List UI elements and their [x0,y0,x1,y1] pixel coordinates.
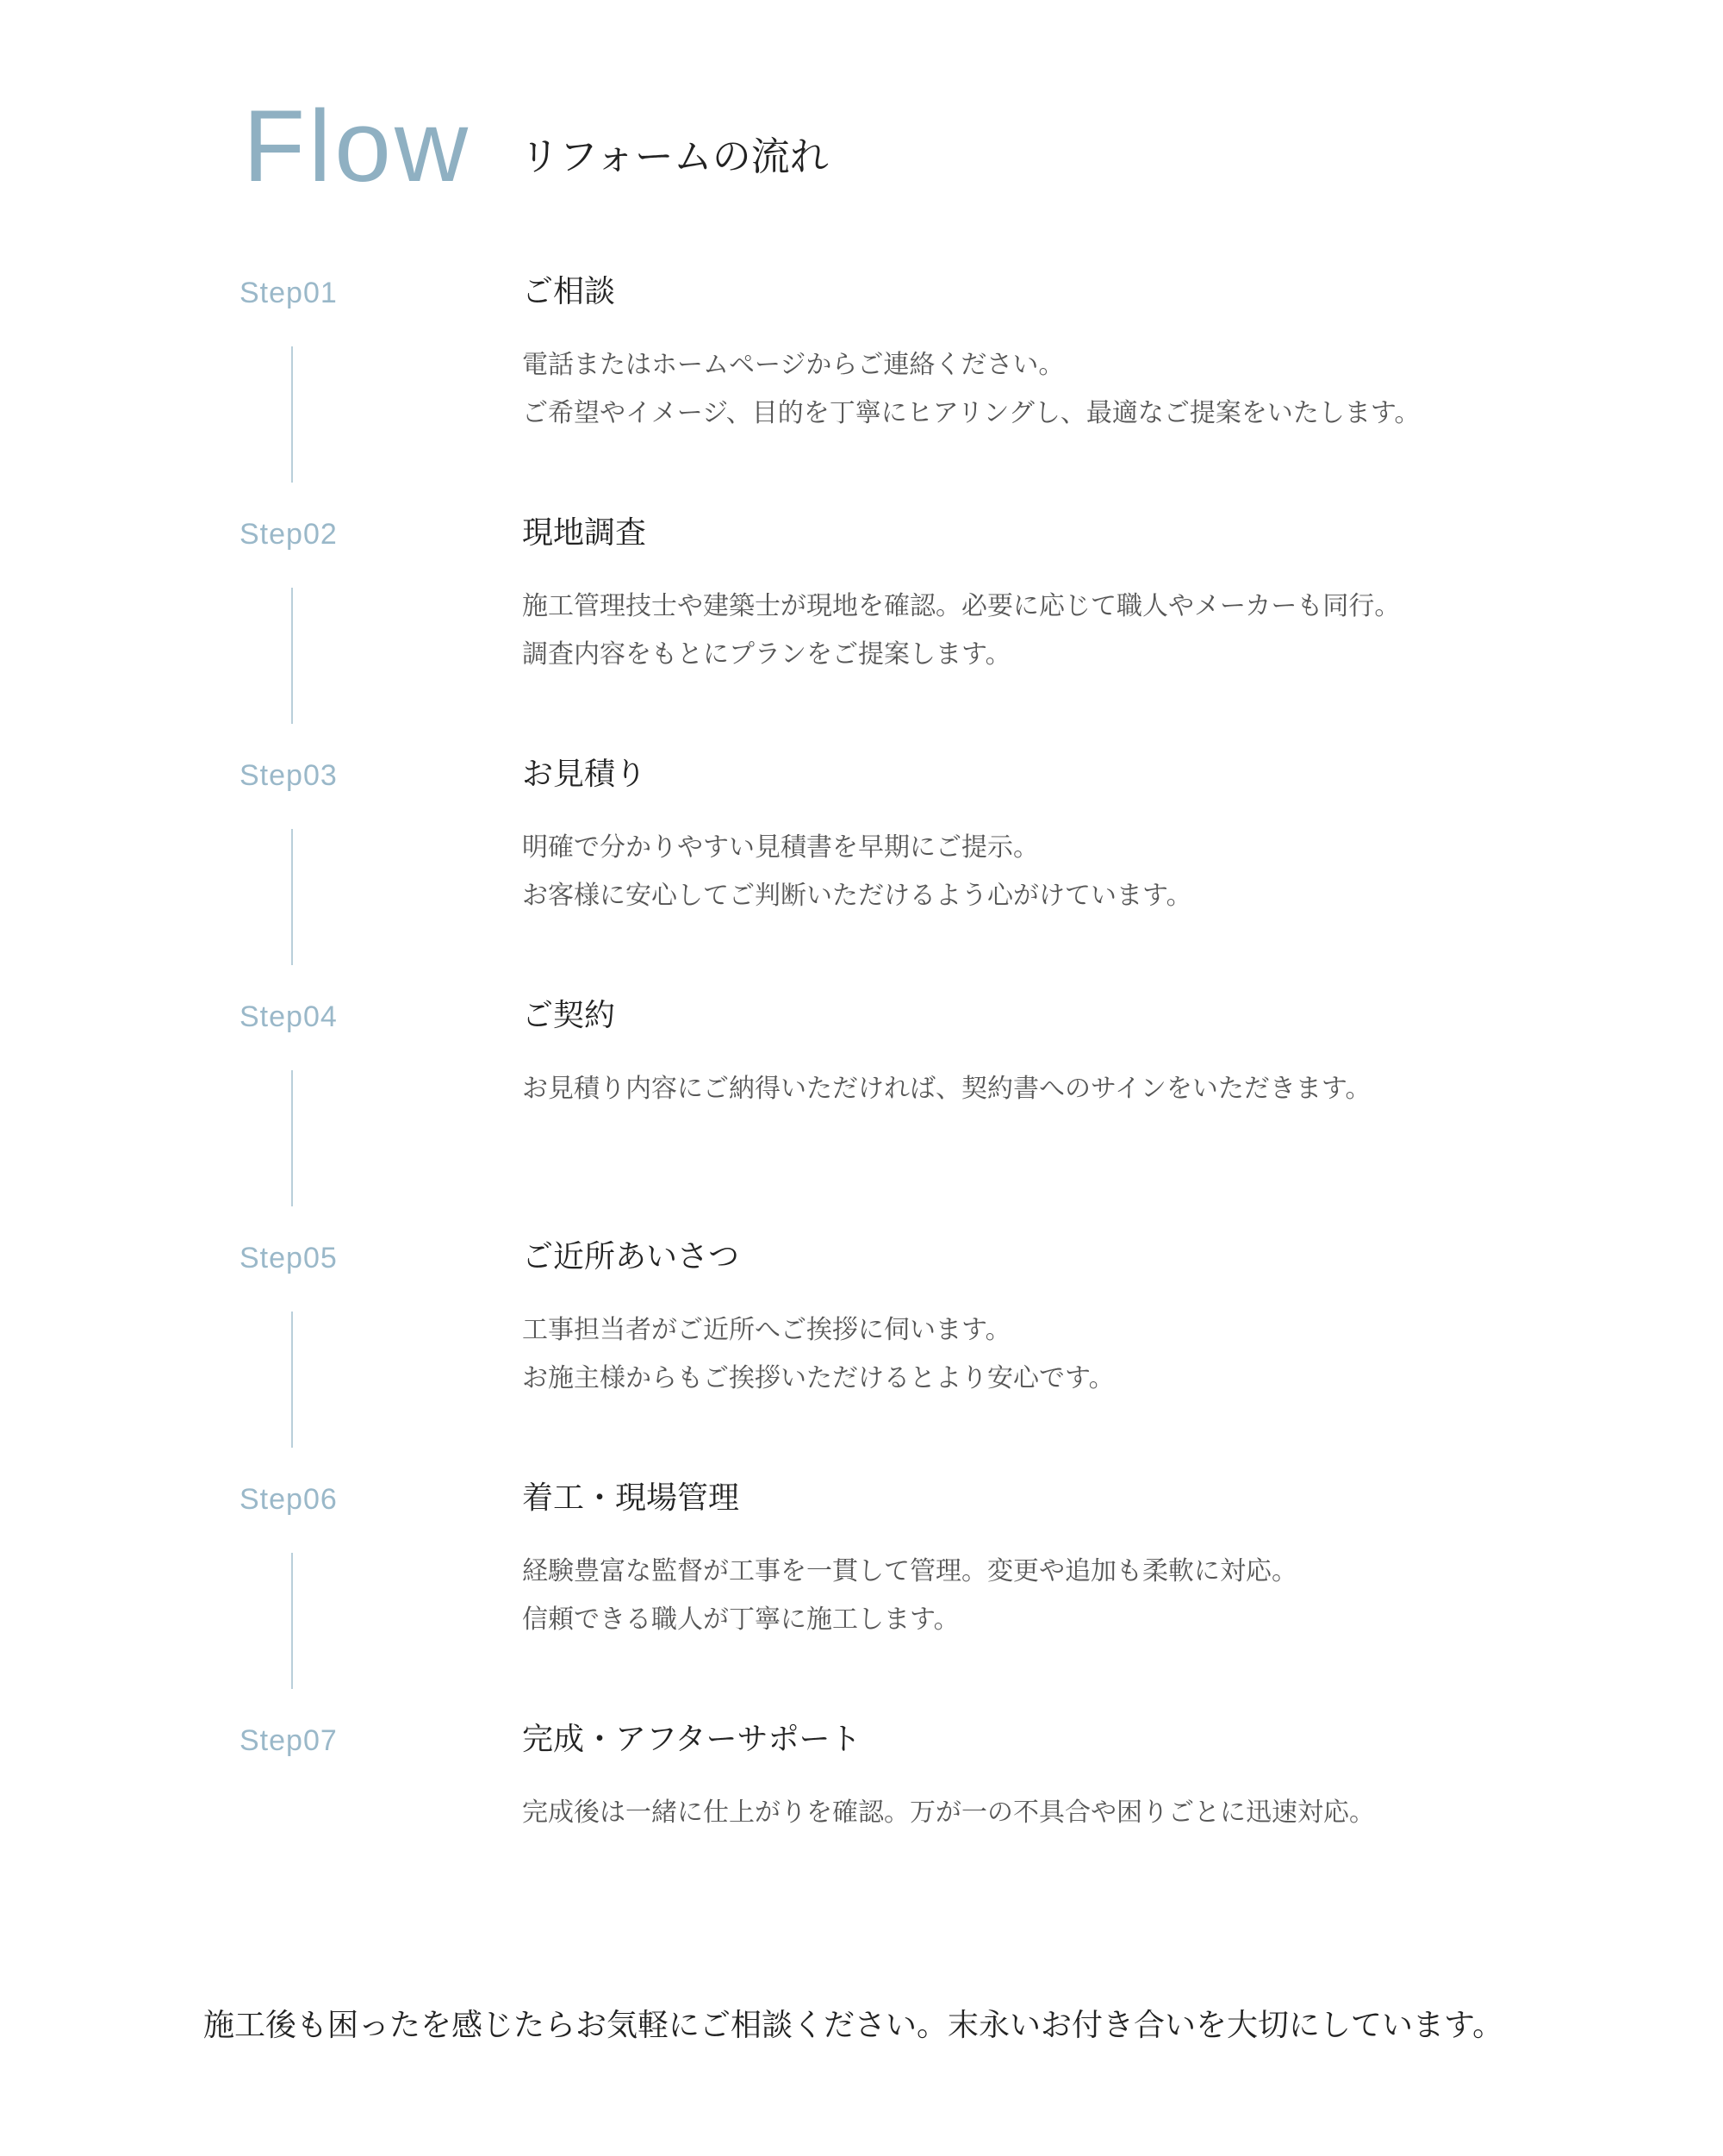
step-title: ご近所あいさつ [522,1239,740,1274]
step-title: 着工・現場管理 [522,1480,740,1516]
step-description-line: 完成後は一緒に仕上がりを確認。万が一の不具合や困りごとに迅速対応。 [522,1798,1375,1828]
step-item [0,991,1723,1232]
step-description [522,583,1556,679]
step-description-line: 明確で分かりやすい見積書を早期にご提示。 [522,832,1039,863]
step-item [0,1232,1723,1474]
step-description [522,1065,1556,1113]
step-label: Step02 [239,518,338,551]
step-connector-line [291,1312,293,1448]
step-title: お見積り [522,757,647,792]
step-description [522,1548,1556,1644]
step-connector-line [291,829,293,965]
step-connector-line [291,588,293,724]
step-description-line: ご希望やイメージ、目的を丁寧にヒアリングし、最適なご提案をいたします。 [522,398,1421,428]
step-description-line: お客様に安心してご判断いただけるよう心がけています。 [522,881,1192,911]
step-item [0,1715,1723,1956]
step-description-line: 信頼できる職人が丁寧に施工します。 [522,1605,960,1635]
step-connector-line [291,1553,293,1689]
step-description-line: 工事担当者がご近所へご挨拶に伺います。 [522,1315,1011,1345]
step-description-line: お施主様からもご挨拶いただけるとより安心です。 [522,1363,1115,1393]
heading-japanese: リフォームの流れ [520,134,829,179]
step-description-line: 電話またはホームページからご連絡ください。 [522,350,1065,380]
step-title: ご契約 [522,998,616,1033]
step-description-line: お見積り内容にご納得いただければ、契約書へのサインをいただきます。 [522,1074,1372,1104]
step-description [522,1789,1556,1837]
step-description [522,824,1556,920]
footer-note: 施工後も困ったを感じたらお気軽にご相談ください。末永いお付き合いを大切にしています。 [203,2008,1504,2043]
step-title: 現地調査 [522,515,647,551]
step-label: Step04 [239,1000,338,1033]
step-label: Step03 [239,759,338,792]
step-connector-line [291,346,293,483]
step-label: Step05 [239,1242,338,1274]
step-title: ご相談 [522,274,616,309]
step-label: Step07 [239,1724,338,1757]
step-description-line: 調査内容をもとにプランをご提案します。 [522,639,1011,670]
step-item [0,508,1723,750]
step-item [0,1474,1723,1715]
step-item [0,267,1723,508]
step-description-line: 経験豊富な監督が工事を一貫して管理。変更や追加も柔軟に対応。 [522,1556,1297,1586]
step-description [522,1306,1556,1403]
step-description [522,341,1556,438]
step-label: Step01 [239,277,338,309]
step-connector-line [291,1070,293,1206]
step-description-line: 施工管理技士や建築士が現地を確認。必要に応じて職人やメーカーも同行。 [522,591,1401,621]
heading-english: Flow [243,90,472,203]
step-title: 完成・アフターサポート [522,1722,862,1757]
step-label: Step06 [239,1483,338,1516]
step-item [0,750,1723,991]
